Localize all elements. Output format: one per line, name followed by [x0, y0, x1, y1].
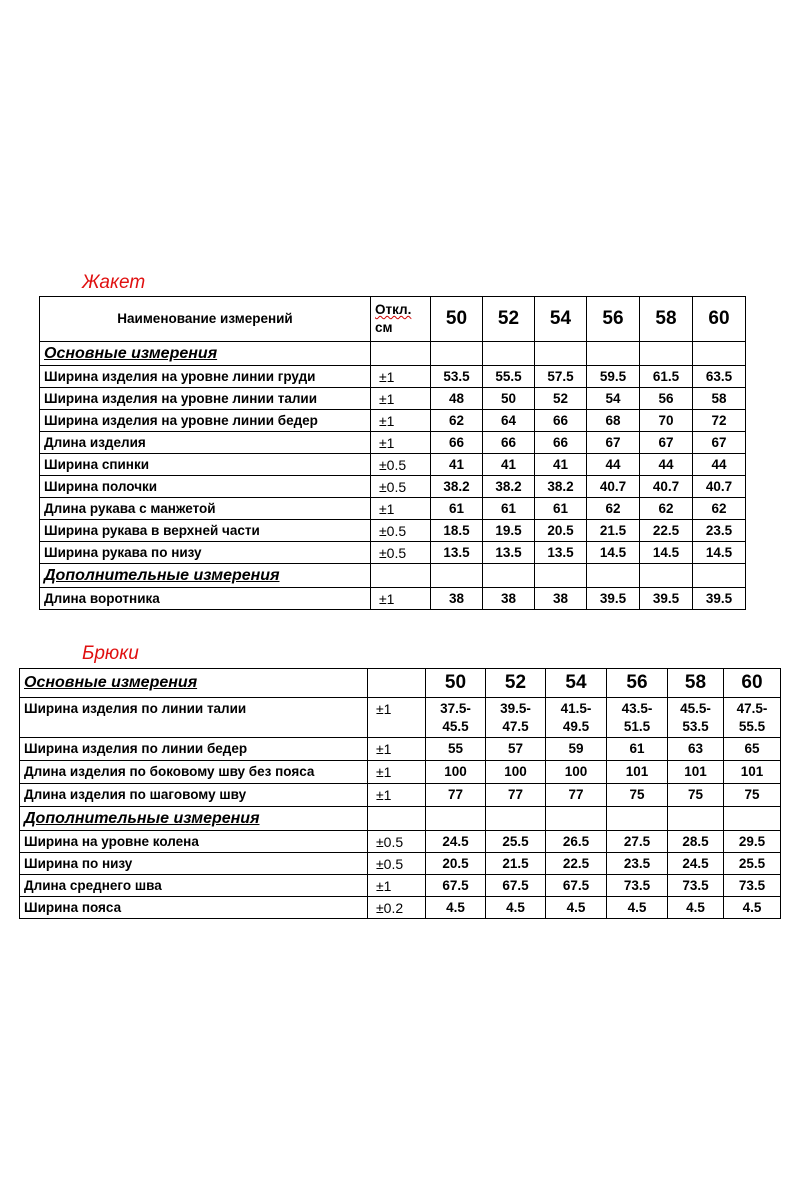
- size-value: 77: [486, 784, 546, 807]
- size-value: 13.5: [483, 542, 535, 564]
- size-header: 54: [546, 669, 607, 698]
- size-value: 20.5: [535, 520, 587, 542]
- range-start: 43.5-: [621, 700, 653, 716]
- measurement-name: Ширина изделия по линии бедер: [20, 738, 368, 761]
- size-value: [486, 698, 546, 738]
- jacket-size-table: [39, 296, 746, 610]
- range-start: 45.5-: [680, 700, 711, 716]
- size-value: 38: [431, 588, 483, 610]
- group-header-main: Основные измерения: [20, 669, 368, 698]
- size-value: 100: [426, 761, 486, 784]
- table-row: [40, 366, 746, 388]
- measurement-name: Длина воротника: [40, 588, 371, 610]
- empty-cell: [668, 807, 724, 831]
- empty-cell: [546, 807, 607, 831]
- tolerance-label: Откл.: [375, 302, 412, 317]
- table-row: [20, 875, 781, 897]
- size-value: 14.5: [587, 542, 640, 564]
- size-value: 75: [607, 784, 668, 807]
- size-value: 13.5: [535, 542, 587, 564]
- range-start: 37.5-: [440, 700, 471, 716]
- trousers-title: Брюки: [82, 643, 139, 664]
- size-value: 57: [486, 738, 546, 761]
- size-value: 59: [546, 738, 607, 761]
- size-value: 67: [693, 432, 746, 454]
- table-row: [40, 432, 746, 454]
- range-end: 49.5: [562, 718, 590, 734]
- size-value: 67.5: [486, 875, 546, 897]
- tolerance-value: ±1: [371, 388, 431, 410]
- empty-cell: [693, 564, 746, 588]
- size-header: 52: [486, 669, 546, 698]
- empty-cell: [368, 807, 426, 831]
- range-start: 47.5-: [736, 700, 768, 716]
- size-value: 61: [483, 498, 535, 520]
- jacket-header-row: [40, 297, 746, 342]
- size-value: 29.5: [724, 831, 781, 853]
- table-row: [40, 410, 746, 432]
- size-value: 62: [693, 498, 746, 520]
- size-header: 58: [668, 669, 724, 698]
- empty-cell: [368, 669, 426, 698]
- tolerance-value: ±1: [368, 761, 426, 784]
- size-value: 77: [426, 784, 486, 807]
- size-value: 28.5: [668, 831, 724, 853]
- size-value: 59.5: [587, 366, 640, 388]
- size-value: 65: [724, 738, 781, 761]
- range-start: 39.5-: [500, 700, 531, 716]
- size-value: 72: [693, 410, 746, 432]
- table-row: [20, 897, 781, 919]
- size-value: 4.5: [486, 897, 546, 919]
- size-header: 60: [693, 297, 746, 342]
- group-header: Дополнительные измерения: [20, 807, 368, 831]
- empty-cell: [640, 342, 693, 366]
- table-row: [20, 831, 781, 853]
- size-value: 40.7: [587, 476, 640, 498]
- size-value: 14.5: [640, 542, 693, 564]
- size-value: 100: [546, 761, 607, 784]
- measurement-name: Длина изделия по боковому шву без пояса: [20, 761, 368, 784]
- empty-cell: [431, 342, 483, 366]
- size-value: 54: [587, 388, 640, 410]
- size-value: 73.5: [724, 875, 781, 897]
- size-value: 67.5: [546, 875, 607, 897]
- size-value: 77: [546, 784, 607, 807]
- measurement-name: Ширина спинки: [40, 454, 371, 476]
- table-row: [20, 738, 781, 761]
- group-row-extra: [40, 564, 746, 588]
- size-value: 58: [693, 388, 746, 410]
- size-header: 60: [724, 669, 781, 698]
- size-value: 53.5: [431, 366, 483, 388]
- tolerance-value: ±1: [371, 498, 431, 520]
- trousers-header-row: [20, 669, 781, 698]
- size-header: 56: [587, 297, 640, 342]
- size-value: 41: [483, 454, 535, 476]
- size-value: 18.5: [431, 520, 483, 542]
- empty-cell: [486, 807, 546, 831]
- size-value: 66: [535, 410, 587, 432]
- measurement-name: Ширина изделия на уровне линии талии: [40, 388, 371, 410]
- size-value: 50: [483, 388, 535, 410]
- size-value: [724, 698, 781, 738]
- size-value: 38.2: [535, 476, 587, 498]
- table-row: [20, 698, 781, 738]
- tolerance-value: ±1: [368, 784, 426, 807]
- size-value: 44: [693, 454, 746, 476]
- empty-cell: [535, 564, 587, 588]
- size-value: 44: [640, 454, 693, 476]
- size-value: 62: [640, 498, 693, 520]
- empty-cell: [693, 342, 746, 366]
- size-header: 58: [640, 297, 693, 342]
- size-value: 22.5: [640, 520, 693, 542]
- table-row: [40, 476, 746, 498]
- column-header-tolerance: [371, 297, 431, 342]
- empty-cell: [535, 342, 587, 366]
- empty-cell: [371, 564, 431, 588]
- table-row: [20, 761, 781, 784]
- size-value: 39.5: [640, 588, 693, 610]
- size-value: 61: [535, 498, 587, 520]
- size-header: 56: [607, 669, 668, 698]
- size-value: 4.5: [426, 897, 486, 919]
- tolerance-value: ±0.5: [371, 454, 431, 476]
- column-header-name: Наименование измерений: [40, 297, 371, 342]
- range-end: 51.5: [623, 718, 651, 734]
- size-value: [426, 698, 486, 738]
- table-row: [40, 588, 746, 610]
- size-value: 75: [724, 784, 781, 807]
- size-value: 24.5: [426, 831, 486, 853]
- empty-cell: [431, 564, 483, 588]
- tolerance-value: ±1: [371, 410, 431, 432]
- table-row: [40, 454, 746, 476]
- size-value: 38.2: [483, 476, 535, 498]
- table-row: [20, 784, 781, 807]
- table-row: [20, 853, 781, 875]
- table-row: [40, 388, 746, 410]
- size-value: 39.5: [693, 588, 746, 610]
- tolerance-value: ±0.2: [368, 897, 426, 919]
- size-value: 67: [587, 432, 640, 454]
- size-value: 66: [535, 432, 587, 454]
- size-value: 27.5: [607, 831, 668, 853]
- size-value: 61: [431, 498, 483, 520]
- size-header: 54: [535, 297, 587, 342]
- size-value: 100: [486, 761, 546, 784]
- empty-cell: [640, 564, 693, 588]
- measurement-name: Ширина изделия на уровне линии груди: [40, 366, 371, 388]
- size-value: 66: [483, 432, 535, 454]
- size-value: 67: [640, 432, 693, 454]
- measurement-name: Ширина рукава в верхней части: [40, 520, 371, 542]
- empty-cell: [587, 342, 640, 366]
- size-value: 22.5: [546, 853, 607, 875]
- tolerance-value: ±0.5: [371, 520, 431, 542]
- size-value: 61.5: [640, 366, 693, 388]
- tolerance-value: ±0.5: [371, 476, 431, 498]
- tolerance-value: ±1: [368, 875, 426, 897]
- size-value: 63: [668, 738, 724, 761]
- group-header: Дополнительные измерения: [40, 564, 371, 588]
- size-value: [668, 698, 724, 738]
- tolerance-value: ±0.5: [368, 853, 426, 875]
- size-value: 73.5: [607, 875, 668, 897]
- empty-cell: [724, 807, 781, 831]
- size-value: 4.5: [668, 897, 724, 919]
- empty-cell: [483, 342, 535, 366]
- size-value: 21.5: [587, 520, 640, 542]
- size-value: 23.5: [607, 853, 668, 875]
- size-value: 64: [483, 410, 535, 432]
- size-value: 25.5: [724, 853, 781, 875]
- empty-cell: [587, 564, 640, 588]
- size-value: 70: [640, 410, 693, 432]
- size-value: 66: [431, 432, 483, 454]
- tolerance-value: ±0.5: [368, 831, 426, 853]
- size-value: 38.2: [431, 476, 483, 498]
- range-end: 47.5: [502, 718, 529, 734]
- range-end: 45.5: [442, 718, 469, 734]
- size-value: 38: [483, 588, 535, 610]
- size-value: 67.5: [426, 875, 486, 897]
- measurement-name: Длина рукава с манжетой: [40, 498, 371, 520]
- size-header: 50: [431, 297, 483, 342]
- group-row-main: [40, 342, 746, 366]
- measurement-name: Ширина пояса: [20, 897, 368, 919]
- measurement-name: Ширина по низу: [20, 853, 368, 875]
- size-value: 26.5: [546, 831, 607, 853]
- range-end: 53.5: [682, 718, 709, 734]
- size-value: 25.5: [486, 831, 546, 853]
- tolerance-value: ±1: [371, 432, 431, 454]
- size-value: 68: [587, 410, 640, 432]
- size-value: 48: [431, 388, 483, 410]
- range-start: 41.5-: [560, 700, 592, 716]
- table-row: [40, 498, 746, 520]
- measurement-name: Ширина изделия на уровне линии бедер: [40, 410, 371, 432]
- trousers-size-table: [19, 668, 781, 919]
- range-end: 55.5: [738, 718, 766, 734]
- size-value: 73.5: [668, 875, 724, 897]
- size-value: 21.5: [486, 853, 546, 875]
- size-value: 56: [640, 388, 693, 410]
- group-row-extra: [20, 807, 781, 831]
- tolerance-unit: см: [375, 320, 393, 335]
- size-value: 63.5: [693, 366, 746, 388]
- tolerance-value: ±1: [371, 366, 431, 388]
- size-value: 4.5: [607, 897, 668, 919]
- size-value: 55: [426, 738, 486, 761]
- tolerance-value: ±1: [368, 698, 426, 738]
- jacket-title: Жакет: [82, 272, 146, 293]
- size-value: 62: [587, 498, 640, 520]
- table-row: [40, 520, 746, 542]
- measurement-name: Ширина изделия по линии талии: [20, 698, 368, 738]
- size-value: [607, 698, 668, 738]
- size-value: 57.5: [535, 366, 587, 388]
- size-value: 40.7: [693, 476, 746, 498]
- size-value: 14.5: [693, 542, 746, 564]
- size-value: 20.5: [426, 853, 486, 875]
- size-value: 101: [724, 761, 781, 784]
- size-value: 62: [431, 410, 483, 432]
- size-value: 55.5: [483, 366, 535, 388]
- size-value: 44: [587, 454, 640, 476]
- measurement-name: Длина изделия: [40, 432, 371, 454]
- size-value: 4.5: [546, 897, 607, 919]
- measurement-name: Ширина рукава по низу: [40, 542, 371, 564]
- empty-cell: [483, 564, 535, 588]
- empty-cell: [426, 807, 486, 831]
- size-value: 40.7: [640, 476, 693, 498]
- size-value: 39.5: [587, 588, 640, 610]
- size-header: 50: [426, 669, 486, 698]
- group-header: Основные измерения: [40, 342, 371, 366]
- tolerance-value: ±1: [368, 738, 426, 761]
- size-value: 75: [668, 784, 724, 807]
- size-value: 41: [535, 454, 587, 476]
- size-value: 101: [668, 761, 724, 784]
- size-value: 23.5: [693, 520, 746, 542]
- size-value: 52: [535, 388, 587, 410]
- size-value: 13.5: [431, 542, 483, 564]
- size-value: 4.5: [724, 897, 781, 919]
- empty-cell: [607, 807, 668, 831]
- measurement-name: Длина изделия по шаговому шву: [20, 784, 368, 807]
- tolerance-value: ±0.5: [371, 542, 431, 564]
- size-header: 52: [483, 297, 535, 342]
- size-value: 19.5: [483, 520, 535, 542]
- empty-cell: [371, 342, 431, 366]
- measurement-name: Ширина на уровне колена: [20, 831, 368, 853]
- size-value: 38: [535, 588, 587, 610]
- size-value: 41: [431, 454, 483, 476]
- size-value: 101: [607, 761, 668, 784]
- table-row: [40, 542, 746, 564]
- measurement-name: Длина среднего шва: [20, 875, 368, 897]
- size-value: 61: [607, 738, 668, 761]
- measurement-name: Ширина полочки: [40, 476, 371, 498]
- size-value: 24.5: [668, 853, 724, 875]
- size-value: [546, 698, 607, 738]
- tolerance-value: ±1: [371, 588, 431, 610]
